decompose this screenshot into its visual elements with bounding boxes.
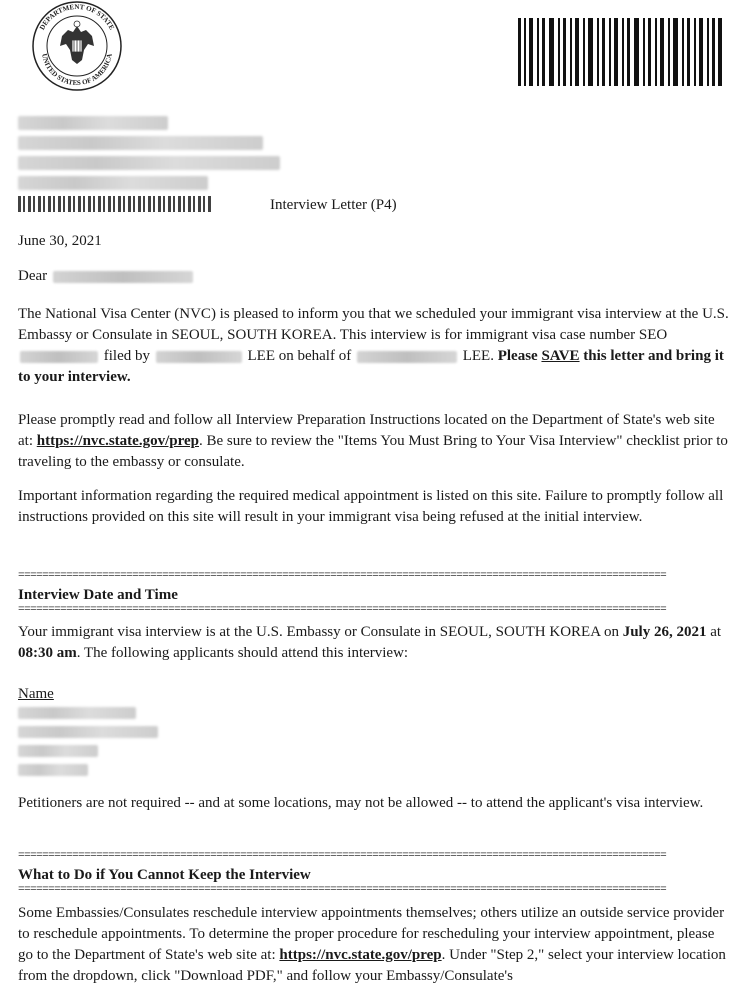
reschedule-link[interactable]: https://nvc.state.gov/prep	[279, 947, 442, 963]
interview-text-3: . The following applicants should attend this interview:	[76, 645, 409, 661]
beneficiary-name-redacted	[357, 351, 457, 363]
divider: ============================================================================================================	[18, 572, 667, 580]
intro-text-2: filed by	[100, 348, 154, 364]
petitioner-name-redacted	[156, 351, 242, 363]
barcode	[518, 18, 722, 86]
intro-text-3: LEE on behalf of	[243, 348, 355, 364]
letter-title: Interview Letter (P4)	[270, 197, 397, 213]
interview-text-2: at	[706, 624, 722, 640]
interview-time: 08:30 am	[18, 645, 77, 661]
prep-link[interactable]: https://nvc.state.gov/prep	[36, 433, 199, 449]
letter-date: June 30, 2021	[18, 233, 102, 249]
divider: ============================================================================================================	[18, 606, 667, 614]
save-text: SAVE	[541, 348, 580, 364]
prep-text-2: . Be sure to review the "Items You Must Bring to Your Visa Interview" checklist prior to traveling to the embassy or consulate.	[18, 433, 728, 470]
recipient-name-redacted	[53, 271, 193, 283]
reschedule-text-1: Some Embassies/Consulates reschedule interview appointments themselves; others utilize an outside service provider to reschedule appointments. To determine the proper procedure for rescheduling your interview appointment, please go to the Department of State's web site at:	[18, 905, 725, 963]
intro-paragraph	[18, 304, 730, 388]
cannot-keep-heading: What to Do if You Cannot Keep the Interview	[18, 867, 311, 883]
please-text: Please	[497, 348, 542, 364]
case-number-redacted	[20, 351, 98, 363]
bring-letter-text: this letter and bring it to your interview.	[18, 348, 724, 385]
names-header: Name	[18, 686, 54, 702]
divider: ============================================================================================================	[18, 886, 667, 894]
interview-date: July 26, 2021	[622, 624, 707, 640]
intro-text-1: The National Visa Center (NVC) is pleased to inform you that we scheduled your immigrant visa interview at the U.S. Embassy or Consulate in SEOUL, SOUTH KOREA. This interview is for immigrant visa case number SEO	[18, 306, 729, 343]
interview-date-heading: Interview Date and Time	[18, 587, 178, 603]
prep-paragraph	[18, 410, 730, 473]
interview-text-1: Your immigrant visa interview is at the U.S. Embassy or Consulate in SEOUL, SOUTH KOREA on	[18, 624, 623, 640]
interview-date-paragraph	[18, 622, 730, 664]
seal-text-bottom: UNITED STATES OF AMERICA	[40, 52, 114, 88]
medical-paragraph: Important information regarding the required medical appointment is listed on this site. Failure to promptly follow all instructions provided on this site will result in your immigrant visa being refused at the initial interview.	[18, 488, 724, 525]
divider: ============================================================================================================	[18, 852, 667, 860]
reschedule-text-2: . Under "Step 2," select your interview location from the dropdown, click "Download PDF," and follow your Embassy/Consulate's	[18, 947, 726, 984]
intro-text-4: LEE.	[458, 348, 498, 364]
petitioners-paragraph: Petitioners are not required -- and at some locations, may not be allowed -- to attend the applicant's visa interview.	[18, 795, 704, 811]
seal-text-top: DEPARTMENT OF STATE	[38, 2, 116, 32]
salutation-text: Dear	[18, 268, 48, 284]
salutation	[18, 266, 195, 287]
prep-text-1: Please promptly read and follow all Interview Preparation Instructions located on the Department of State's web site at:	[18, 412, 715, 449]
reschedule-paragraph	[18, 903, 730, 987]
department-of-state-seal	[28, 0, 126, 92]
address-barcode	[18, 196, 214, 212]
